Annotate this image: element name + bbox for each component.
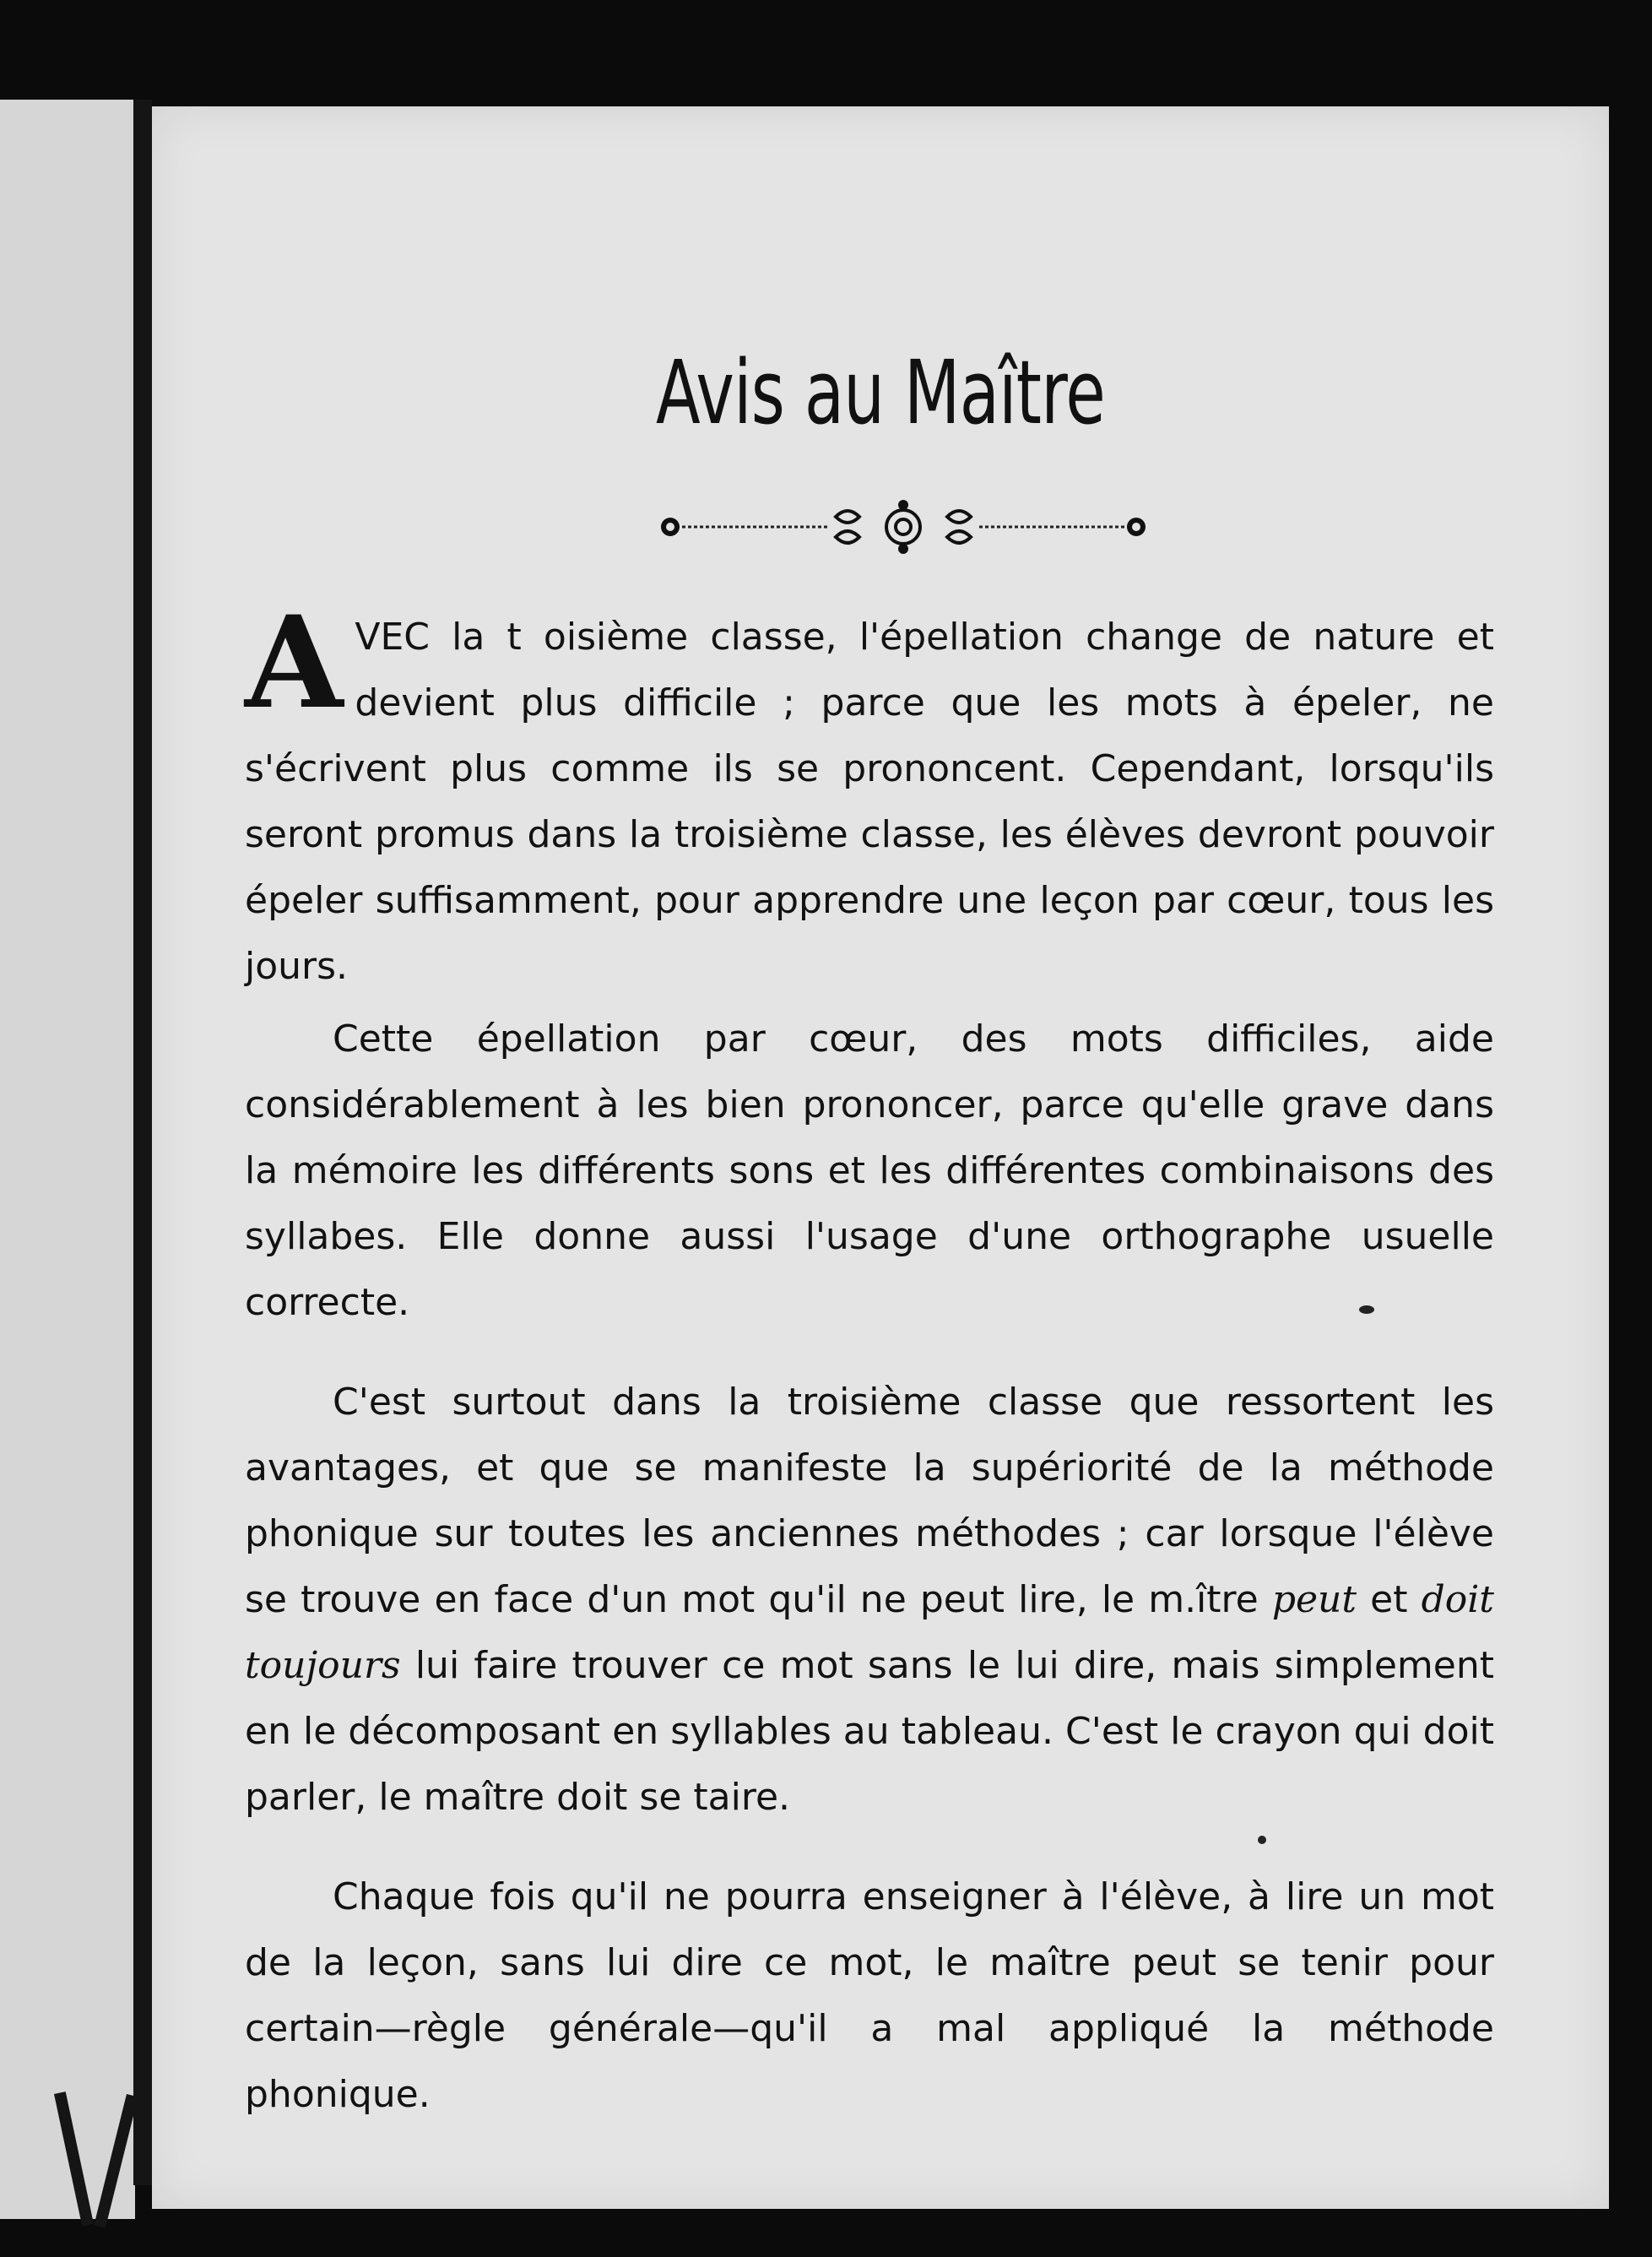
ink-speck bbox=[1359, 1305, 1374, 1314]
drop-cap: A bbox=[245, 589, 344, 737]
facing-page-edge bbox=[0, 100, 135, 2219]
document-page bbox=[152, 106, 1609, 2209]
paragraph-text: et bbox=[1357, 1578, 1422, 1621]
emphasis-text: peut bbox=[1271, 1578, 1357, 1621]
paragraph-text: C'est surtout dans la troisième classe que ressortent les avantages, et que se manifeste la supériorité de la méthode phonique sur toutes les anciennes méthodes ; car lorsque l'élève se trouve en face d'un mot qu'il ne peut lire, le m.ître bbox=[245, 1381, 1494, 1621]
paragraph-1 bbox=[245, 589, 1494, 1000]
paragraph-3 bbox=[245, 1370, 1494, 1831]
emphasis-text: doit toujours bbox=[245, 1578, 1494, 1687]
paragraph-text: VEC la t oisième classe, l'épellation change de nature et devient plus difficile ; parce que les mots à épeler, ne s'écrivent plus comme ils se prononcent. Cependant, lorsqu'ils seront promus dans la troisième classe, les élèves devront pouvoir épeler suffisamment, pour apprendre une leçon par cœur, tous les jours. bbox=[245, 616, 1494, 988]
paragraph-2 bbox=[245, 1006, 1494, 1336]
paragraph-text: Cette épellation par cœur, des mots difficiles, aide considérablement à les bien prononcer, parce qu'elle grave dans la mémoire les différents sons et les différentes combinaisons des syllabes. Elle donne aussi l'usage d'une orthographe usuelle correcte. bbox=[245, 1017, 1494, 1324]
paragraph-text: Chaque fois qu'il ne pourra enseigner à l'élève, à lire un mot de la leçon, sans lui dire ce mot, le maître peut se tenir pour certain—règle générale—qu'il a mal appliqué la méthode phonique. bbox=[245, 1875, 1494, 2116]
ink-speck bbox=[1258, 1836, 1266, 1844]
ornament-divider-icon bbox=[658, 493, 1148, 561]
paragraph-4 bbox=[245, 1864, 1494, 2128]
paragraph-text: lui faire trouver ce mot sans le lui dire, mais simplement en le décomposant en syllables au tableau. C'est le crayon qui doit parler, le maître doit se taire. bbox=[245, 1644, 1494, 1819]
body-text bbox=[245, 589, 1494, 2128]
binding-rule bbox=[133, 100, 152, 2185]
page-title: Avis au Maître bbox=[655, 341, 1106, 444]
